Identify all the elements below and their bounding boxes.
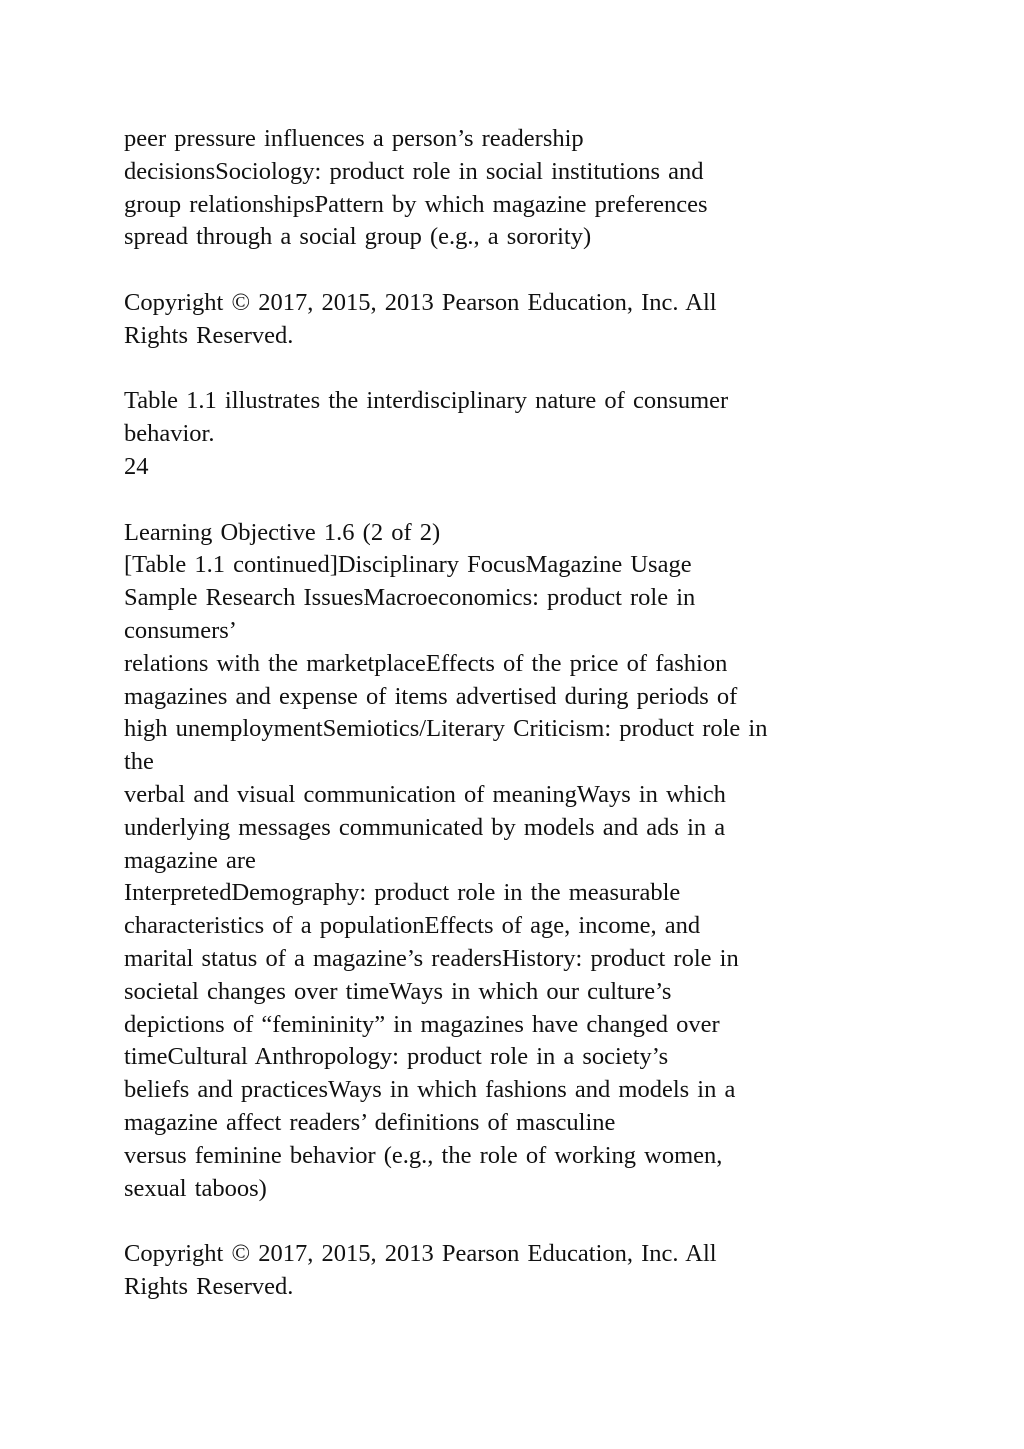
text-line: consumers’ (124, 616, 237, 644)
text-line: Copyright © 2017, 2015, 2013 Pearson Education, Inc. All (124, 1240, 717, 1268)
text-line: Table 1.1 illustrates the interdisciplinary nature of consumer (124, 387, 729, 415)
text-line: spread through a social group (e.g., a sorority) (124, 223, 592, 251)
text-line: decisionsSociology: product role in social institutions and (124, 157, 704, 185)
copyright-notice (124, 1238, 984, 1304)
blank-line (124, 254, 984, 287)
text-line: behavior. (124, 420, 215, 448)
text-line: the (124, 748, 154, 776)
slide-note (124, 385, 984, 483)
text-line: timeCultural Anthropology: product role in a society’s (124, 1043, 669, 1071)
paragraph-sociology (124, 123, 984, 254)
text-line: depictions of “femininity” in magazines have changed over (124, 1010, 720, 1038)
text-line: Rights Reserved. (124, 321, 294, 349)
text-line: versus feminine behavior (e.g., the role of working women, (124, 1141, 723, 1169)
text-line: InterpretedDemography: product role in the measurable (124, 879, 681, 907)
text-line: Sample Research IssuesMacroeconomics: product role in (124, 584, 696, 612)
text-line: sexual taboos) (124, 1174, 267, 1202)
text-line: high unemploymentSemiotics/Literary Criticism: product role in (124, 715, 768, 743)
learning-objective-section (124, 517, 984, 1206)
text-line: [Table 1.1 continued]Disciplinary FocusMagazine Usage (124, 551, 692, 579)
text-line: group relationshipsPattern by which magazine preferences (124, 190, 708, 218)
text-line: Rights Reserved. (124, 1272, 294, 1300)
blank-line (124, 1205, 984, 1238)
text-line: Copyright © 2017, 2015, 2013 Pearson Education, Inc. All (124, 288, 717, 316)
text-line: societal changes over timeWays in which our culture’s (124, 977, 672, 1005)
text-line: underlying messages communicated by models and ads in a (124, 813, 726, 841)
page-number: 24 (124, 452, 149, 480)
text-line: beliefs and practicesWays in which fashions and models in a (124, 1076, 736, 1104)
text-line: magazines and expense of items advertised during periods of (124, 682, 738, 710)
text-line: relations with the marketplaceEffects of the price of fashion (124, 649, 728, 677)
document-page (124, 123, 984, 1304)
text-line: magazine affect readers’ definitions of masculine (124, 1108, 616, 1136)
text-line: peer pressure influences a person’s readership (124, 125, 584, 152)
text-line: characteristics of a populationEffects of age, income, and (124, 912, 701, 940)
text-line: marital status of a magazine’s readersHistory: product role in (124, 944, 739, 972)
blank-line (124, 353, 984, 386)
text-line: magazine are (124, 846, 256, 874)
text-line: verbal and visual communication of meaningWays in which (124, 780, 726, 808)
section-heading: Learning Objective 1.6 (2 of 2) (124, 518, 441, 546)
copyright-notice (124, 287, 984, 353)
blank-line (124, 484, 984, 517)
